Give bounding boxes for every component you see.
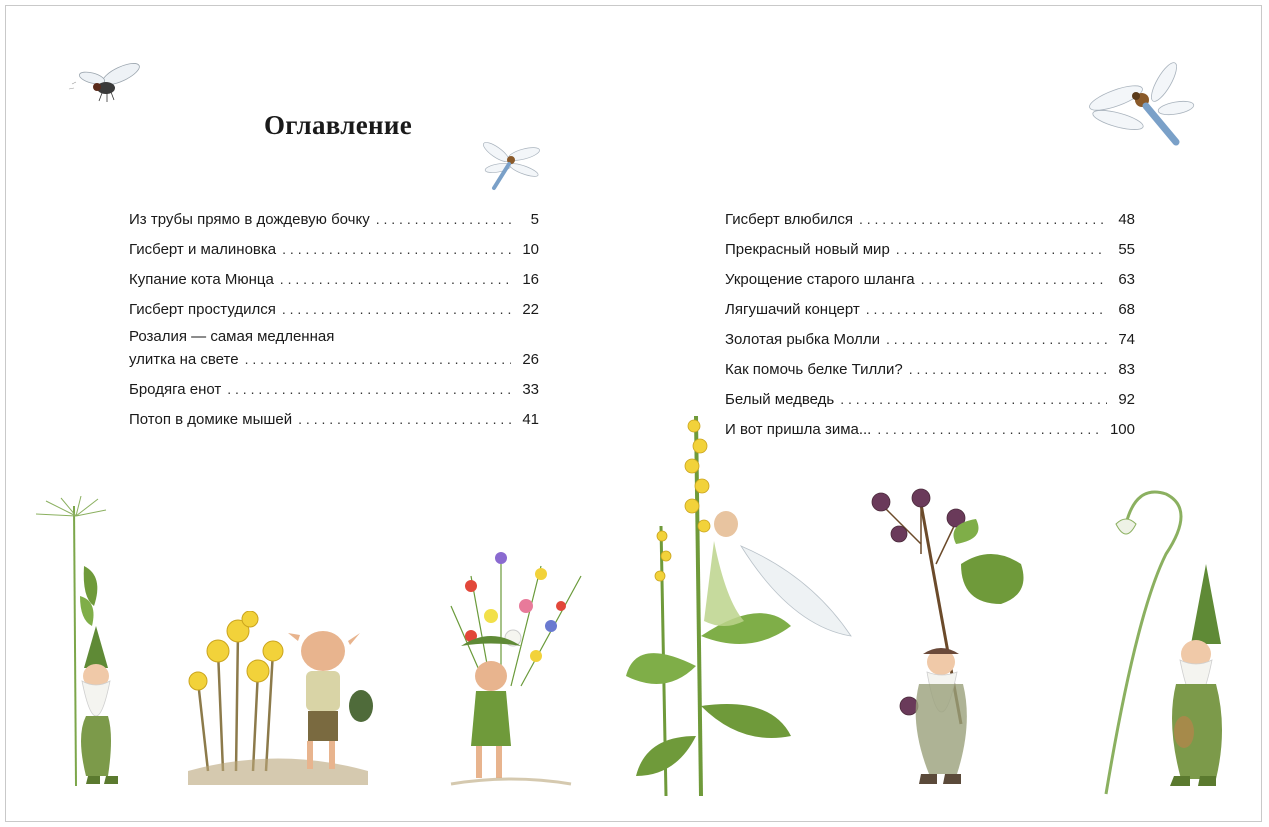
toc-entry-title: Гисберт простудился [129,301,276,318]
toc-entry-page: 26 [522,351,539,368]
toc-entry-title: Гисберт влюбился [725,211,853,228]
mullein-fairy-illustration [626,406,866,801]
dot-leader [282,234,511,264]
toc-entry-page: 100 [1109,421,1135,438]
toc-entry[interactable] [129,204,539,234]
toc-entry-page: 55 [1118,241,1135,258]
toc-entry-page: 63 [1118,271,1135,288]
dragonfly-small-illustration [476,138,546,196]
toc-entry-title: И вот пришла зима... [725,421,872,438]
toc-entry[interactable] [725,294,1135,324]
toc-entry-title: Купание кота Мюнца [129,271,274,288]
dot-leader [877,414,1104,444]
toc-entry-title: Из трубы прямо в дождевую бочку [129,211,370,228]
toc-entry-page: 16 [522,271,539,288]
dot-leader [245,347,511,371]
dot-leader [840,384,1107,414]
toc-entry[interactable] [725,204,1135,234]
toc-entry-page: 41 [522,411,539,428]
toc-entry[interactable] [129,324,539,374]
toc-entry-title-line1: Розалия — самая медленная [129,328,335,345]
toc-entry-page: 10 [522,241,539,258]
dot-leader [282,294,511,324]
dot-leader [227,374,511,404]
toc-entry-page: 48 [1118,211,1135,228]
toc-entry[interactable] [129,404,539,434]
fly-illustration [66,56,151,111]
book-spread [5,5,1262,822]
toc-entry[interactable] [129,294,539,324]
burdock-gnome-illustration [861,484,1051,799]
toc-entry-page: 92 [1118,391,1135,408]
page-title: Оглавление [264,110,412,140]
toc-entry-title: Гисберт и малиновка [129,241,277,258]
dot-leader [866,294,1107,324]
gnome-with-stalk-illustration [26,496,156,796]
toc-entry-page: 5 [530,211,539,228]
toc-entry-page: 74 [1118,331,1135,348]
toc-entry-title: Прекрасный новый мир [725,241,890,258]
dragonfly-large-illustration [1086,58,1196,150]
toc-entry-page: 33 [522,381,539,398]
toc-entry-page: 22 [522,301,539,318]
toc-entry[interactable] [129,264,539,294]
dot-leader [859,204,1107,234]
toc-entry-title: Золотая рыбка Молли [725,331,881,348]
toc-entry-title: Лягушачий концерт [725,301,860,318]
toc-entry-title: Укрощение старого шланга [725,271,915,288]
toc-entry[interactable] [725,324,1135,354]
toc-entry-page: 83 [1118,361,1135,378]
dandelions-and-gnome-illustration [178,611,383,791]
gnome-with-curled-stalk-illustration [1096,484,1236,799]
toc-entry[interactable] [129,234,539,264]
dot-leader [896,234,1107,264]
dot-leader [298,404,511,434]
toc-entry[interactable] [725,234,1135,264]
toc-entry-title-line2: улитка на свете [129,351,239,368]
dot-leader [376,204,511,234]
toc-entry-title: Потоп в домике мышей [129,411,293,428]
toc-entry-title: Бродяга енот [129,381,222,398]
dot-leader [921,264,1107,294]
dot-leader [886,324,1107,354]
toc-entry[interactable] [725,264,1135,294]
toc-entry-page: 68 [1118,301,1135,318]
toc-entry-title: Как помочь белке Тилли? [725,361,903,378]
toc-left-column [129,204,539,434]
dot-leader [280,264,511,294]
toc-entry[interactable] [129,374,539,404]
bouquet-gnome-illustration [431,546,601,791]
toc-entry-title: Белый медведь [725,391,835,408]
dot-leader [909,354,1107,384]
toc-entry[interactable] [725,354,1135,384]
